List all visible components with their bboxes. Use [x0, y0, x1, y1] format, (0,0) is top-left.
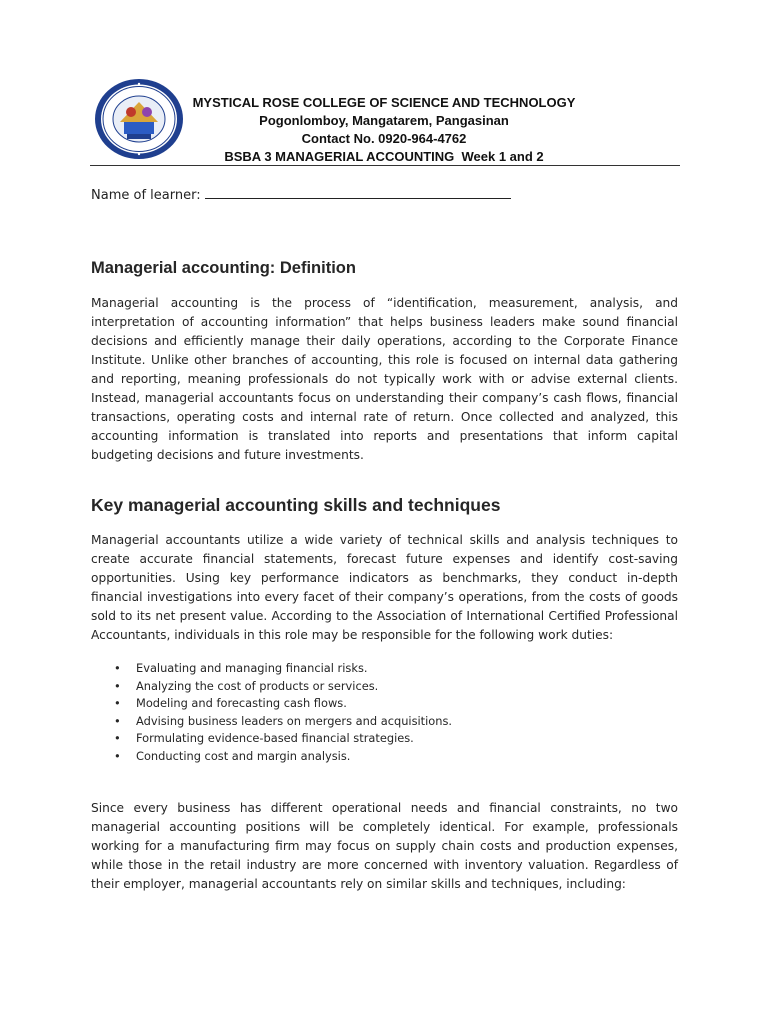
school-header: [180, 94, 588, 166]
list-item: • Evaluating and managing financial risks.: [91, 660, 452, 678]
list-item: • Advising business leaders on mergers and acquisitions.: [91, 713, 452, 731]
list-item: • Modeling and forecasting cash flows.: [91, 695, 452, 713]
bullet-icon: •: [114, 731, 121, 745]
school-address: Pogonlomboy, Mangatarem, Pangasinan: [259, 113, 509, 128]
list-item: • Analyzing the cost of products or services.: [91, 678, 452, 696]
school-name: MYSTICAL ROSE COLLEGE OF SCIENCE AND TECHNOLOGY: [192, 95, 576, 110]
list-item: • Formulating evidence-based financial strategies.: [91, 730, 452, 748]
list-item: • Conducting cost and margin analysis.: [91, 748, 452, 766]
course-title: BSBA 3 MANAGERIAL ACCOUNTING Week 1 and 2: [224, 149, 544, 164]
learner-name-blank[interactable]: [205, 186, 511, 199]
school-seal-icon: [94, 78, 184, 160]
bullet-icon: •: [114, 678, 121, 693]
bullet-icon: •: [114, 748, 121, 763]
learner-name-field: [91, 186, 511, 203]
definition-heading: Managerial accounting: Definition: [91, 259, 356, 277]
closing-paragraph: Since every business has different operational needs and financial constraints, no two managerial accounting positions will be completely identical. For example, professionals working for a manufacturing firm may focus on supply chain costs and production expenses, while those in the retail industry are more concerned with inventory valuation. Regardless of their employer, managerial accountants rely on similar skills and techniques, including:: [91, 801, 678, 891]
header-divider: [90, 165, 680, 166]
duties-list: [91, 660, 452, 765]
contact-number: Contact No. 0920-964-4762: [301, 131, 467, 146]
bullet-icon: •: [114, 661, 121, 675]
skills-paragraph: Managerial accountants utilize a wide variety of technical skills and analysis techniques to create accurate financial statements, forecast future expenses and identify cost-saving opportunities. Using key performance indicators as benchmarks, they conduct in-depth financial investigations into every facet of their company’s operations, from the costs of goods sold to its net present value. According to the Association of International Certified Professional Accountants, individuals in this role may be responsible for the following work duties:: [91, 533, 678, 642]
bullet-icon: •: [114, 696, 121, 710]
definition-paragraph: Managerial accounting is the process of “identification, measurement, analysis, and interpretation of accounting information” that helps business leaders make sound financial decisions and efficiently manage their daily operations, according to the Corporate Finance Institute. Unlike other branches of accounting, this role is focused on internal data gathering and reporting, meaning professionals do not typically work with or advise external clients. Instead, managerial accountants focus on understanding their company’s cash flows, financial transactions, operating costs and internal rate of return. Once collected and analyzed, this accounting information is translated into reports and presentations that inform capital budgeting decisions and future investments.: [91, 296, 678, 462]
learner-label: Name of learner:: [91, 188, 201, 203]
bullet-icon: •: [114, 713, 121, 728]
skills-heading: Key managerial accounting skills and techniques: [91, 495, 501, 515]
